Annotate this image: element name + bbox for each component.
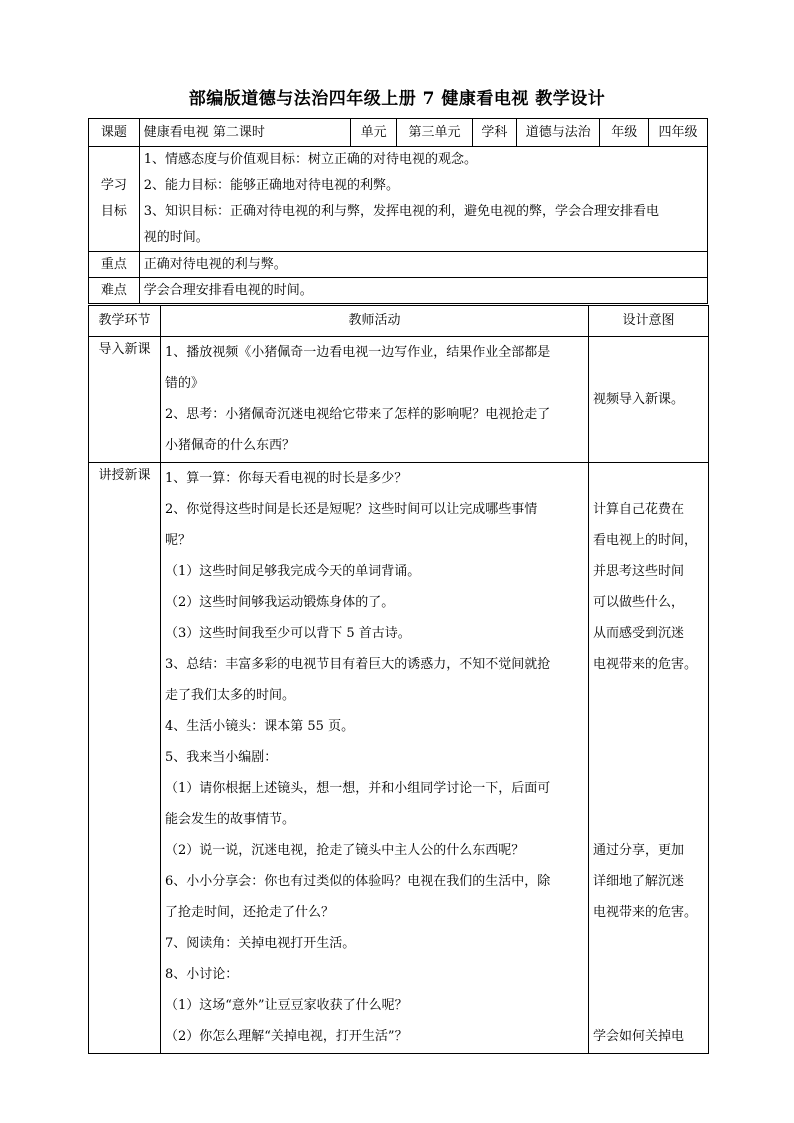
subject-value: 道德与法治 [517,119,600,147]
intent-line: 学会如何关掉电 [593,1029,685,1044]
objective-line: 2、能力目标：能够正确地对待电视的利弊。 [143,178,400,193]
grade-label: 年级 [600,119,649,147]
header-stage: 教学环节 [89,306,161,337]
activity-line: 能会发生的故事情节。 [165,812,296,827]
activity-line: 走了我们太多的时间。 [165,688,296,703]
grade-value: 四年级 [649,119,708,147]
teach-intent [589,463,709,1054]
activity-line: （3）这些时间我至少可以背下 5 首古诗。 [165,626,411,641]
activity-line: 1、算一算：你每天看电视的时长是多少？ [165,471,408,486]
activity-line: （1）这些时间足够我完成今天的单词背诵。 [165,564,421,579]
intent-line: 详细地了解沉迷 [593,874,685,889]
activity-line: 8、小讨论： [165,967,239,982]
activity-line: （2）这些时间够我运动锻炼身体的了。 [165,595,395,610]
activity-line: （1）请你根据上述镜头，想一想，并和小组同学讨论一下，后面可 [165,781,551,796]
activity-line: 2、你觉得这些时间是长还是短呢？这些时间可以让完成哪些事情 [165,502,538,517]
stage-intro: 导入新课 [89,337,161,463]
intent-line: 看电视上的时间， [593,533,698,548]
activity-line: 1、播放视频《小猪佩奇一边看电视一边写作业，结果作业全部都是 [165,345,551,360]
teach-activity [161,463,589,1054]
activity-line: 5、我来当小编剧： [165,750,278,765]
header-activity: 教师活动 [161,306,589,337]
activity-line: 小猪佩奇的什么东西？ [165,438,296,453]
intent-line: 并思考这些时间 [593,564,685,579]
intent-line: 从而感受到沉迷 [593,626,685,641]
lesson-info-table [88,118,708,304]
unit-value: 第三单元 [397,119,472,147]
topic-value: 健康看电视 第二课时 [139,119,350,147]
activity-line: 6、小小分享会：你也有过类似的体验吗？电视在我们的生活中，除 [165,874,551,889]
intent-line: 计算自己花费在 [593,502,685,517]
objectives-label-line: 学习 [100,178,127,193]
activity-line: （1）这场“意外”让豆豆家收获了什么呢？ [165,998,408,1013]
objective-line: 3、知识目标：正确对待电视的利与弊，发挥电视的利，避免电视的弊，学会合理安排看电 [143,204,660,219]
objectives-label-line: 目标 [100,204,127,219]
subject-label: 学科 [472,119,517,147]
difficulty-label: 难点 [89,278,140,304]
header-intent: 设计意图 [589,306,709,337]
unit-label: 单元 [350,119,397,147]
objective-line: 1、情感态度与价值观目标：树立正确的对待电视的观念。 [143,152,478,167]
objectives-content [139,147,707,252]
key-point-value: 正确对待电视的利与弊。 [139,252,707,278]
activity-line: 呢？ [165,533,192,548]
intent-line: 通过分享，更加 [593,843,685,858]
activity-line: （2）说一说，沉迷电视，抢走了镜头中主人公的什么东西呢？ [165,843,525,858]
activity-line: 了抢走时间，还抢走了什么？ [165,905,335,920]
activity-line: 2、思考：小猪佩奇沉迷电视给它带来了怎样的影响呢？电视抢走了 [165,407,551,422]
difficulty-value: 学会合理安排看电视的时间。 [139,278,707,304]
intent-line: 电视带来的危害。 [593,905,698,920]
activity-line: 4、生活小镜头：课本第 55 页。 [165,719,355,734]
activity-line: （2）你怎么理解“关掉电视，打开生活”？ [165,1029,408,1044]
intro-activity [161,337,589,463]
objectives-label [89,147,140,252]
intent-line: 可以做些什么， [593,595,685,610]
topic-label: 课题 [89,119,140,147]
document-title: 部编版道德与法治四年级上册 7 健康看电视 教学设计 [188,89,606,109]
objective-line: 视的时间。 [143,230,209,245]
activity-line: 错的》 [165,376,205,391]
intent-line: 电视带来的危害。 [593,657,698,672]
activity-line: 7、阅读角：关掉电视打开生活。 [165,936,356,951]
intro-intent: 视频导入新课。 [589,337,709,463]
stage-teach: 讲授新课 [89,463,161,1054]
activity-line: 3、总结：丰富多彩的电视节目有着巨大的诱惑力，不知不觉间就抢 [165,657,551,672]
teaching-process-table [88,305,709,1054]
key-point-label: 重点 [89,252,140,278]
